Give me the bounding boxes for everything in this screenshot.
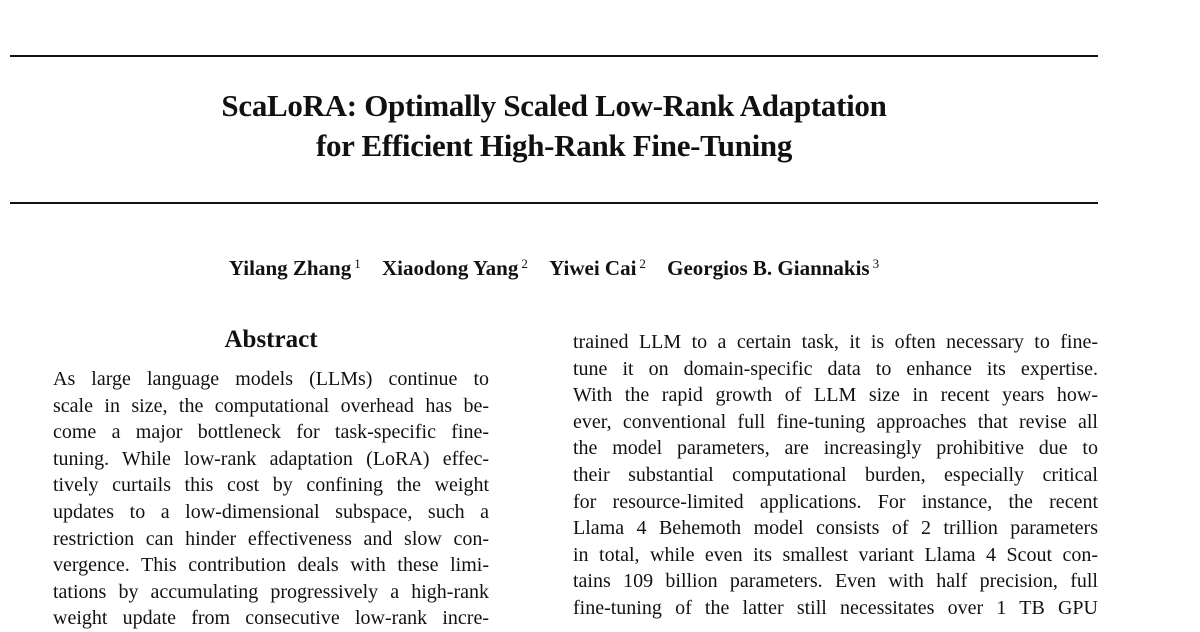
intro-line: tains 109 billion parameters. Even with half precision, full xyxy=(573,570,1098,593)
abstract-column xyxy=(53,320,489,632)
abstract-body xyxy=(53,366,489,632)
intro-line: their substantial computational burden, especially critical xyxy=(573,463,1098,486)
intro-line: ever, conventional full fine-tuning approaches that revise all xyxy=(573,410,1098,433)
intro-line: tune it on domain-specific data to enhance its expertise. xyxy=(573,357,1098,380)
abstract-line: updates to a low-dimensional subspace, such a xyxy=(53,500,489,523)
title-top-rule xyxy=(10,55,1098,57)
intro-line: With the rapid growth of LLM size in recent years how- xyxy=(573,384,1098,407)
author-affiliation: 3 xyxy=(872,256,880,271)
author-affiliation: 1 xyxy=(354,256,361,271)
author-1 xyxy=(229,250,361,282)
intro-line: the model parameters, are increasingly prohibitive due to xyxy=(573,437,1098,460)
paper-title-line-1: ScaLoRA: Optimally Scaled Low-Rank Adaptation xyxy=(221,88,887,123)
intro-line: in total, while even its smallest variant Llama 4 Scout con- xyxy=(573,543,1098,566)
abstract-line: vergence. This contribution deals with these limi- xyxy=(53,554,489,577)
author-name: Yiwei Cai xyxy=(549,256,637,280)
abstract-line: tuning. While low-rank adaptation (LoRA) effec- xyxy=(53,447,489,470)
paper-title-line-2: for Efficient High-Rank Fine-Tuning xyxy=(315,128,793,163)
abstract-line: tively curtails this cost by confining the weight xyxy=(53,474,489,497)
intro-line: trained LLM to a certain task, it is often necessary to fine- xyxy=(573,331,1098,353)
title-bottom-rule xyxy=(10,202,1098,204)
author-2 xyxy=(382,250,528,282)
author-list xyxy=(10,250,1098,282)
abstract-line: tations by accumulating progressively a high-rank xyxy=(53,580,489,603)
author-name: Yilang Zhang xyxy=(228,256,352,280)
intro-line: for resource-limited applications. For instance, the recent xyxy=(573,490,1098,513)
intro-line: fine-tuning of the latter still necessitates over 1 TB GPU xyxy=(573,596,1098,619)
author-affiliation: 2 xyxy=(639,256,646,271)
author-name: Georgios B. Giannakis xyxy=(667,256,870,280)
abstract-line: scale in size, the computational overhead has be- xyxy=(53,394,489,417)
intro-body xyxy=(573,329,1098,622)
paper-title xyxy=(10,86,1098,166)
abstract-line: restriction can hinder effectiveness and slow con- xyxy=(53,527,489,550)
abstract-line: As large language models (LLMs) continue to xyxy=(53,368,489,390)
author-name: Xiaodong Yang xyxy=(382,256,519,280)
intro-line: Llama 4 Behemoth model consists of 2 trillion parameters xyxy=(573,517,1098,540)
author-3 xyxy=(549,250,646,282)
abstract-line: weight update from consecutive low-rank incre- xyxy=(53,607,489,630)
abstract-heading: Abstract xyxy=(224,326,318,353)
abstract-line: come a major bottleneck for task-specific fine- xyxy=(53,421,489,444)
author-4 xyxy=(667,250,879,282)
author-affiliation: 2 xyxy=(521,256,528,271)
intro-column xyxy=(573,329,1098,622)
